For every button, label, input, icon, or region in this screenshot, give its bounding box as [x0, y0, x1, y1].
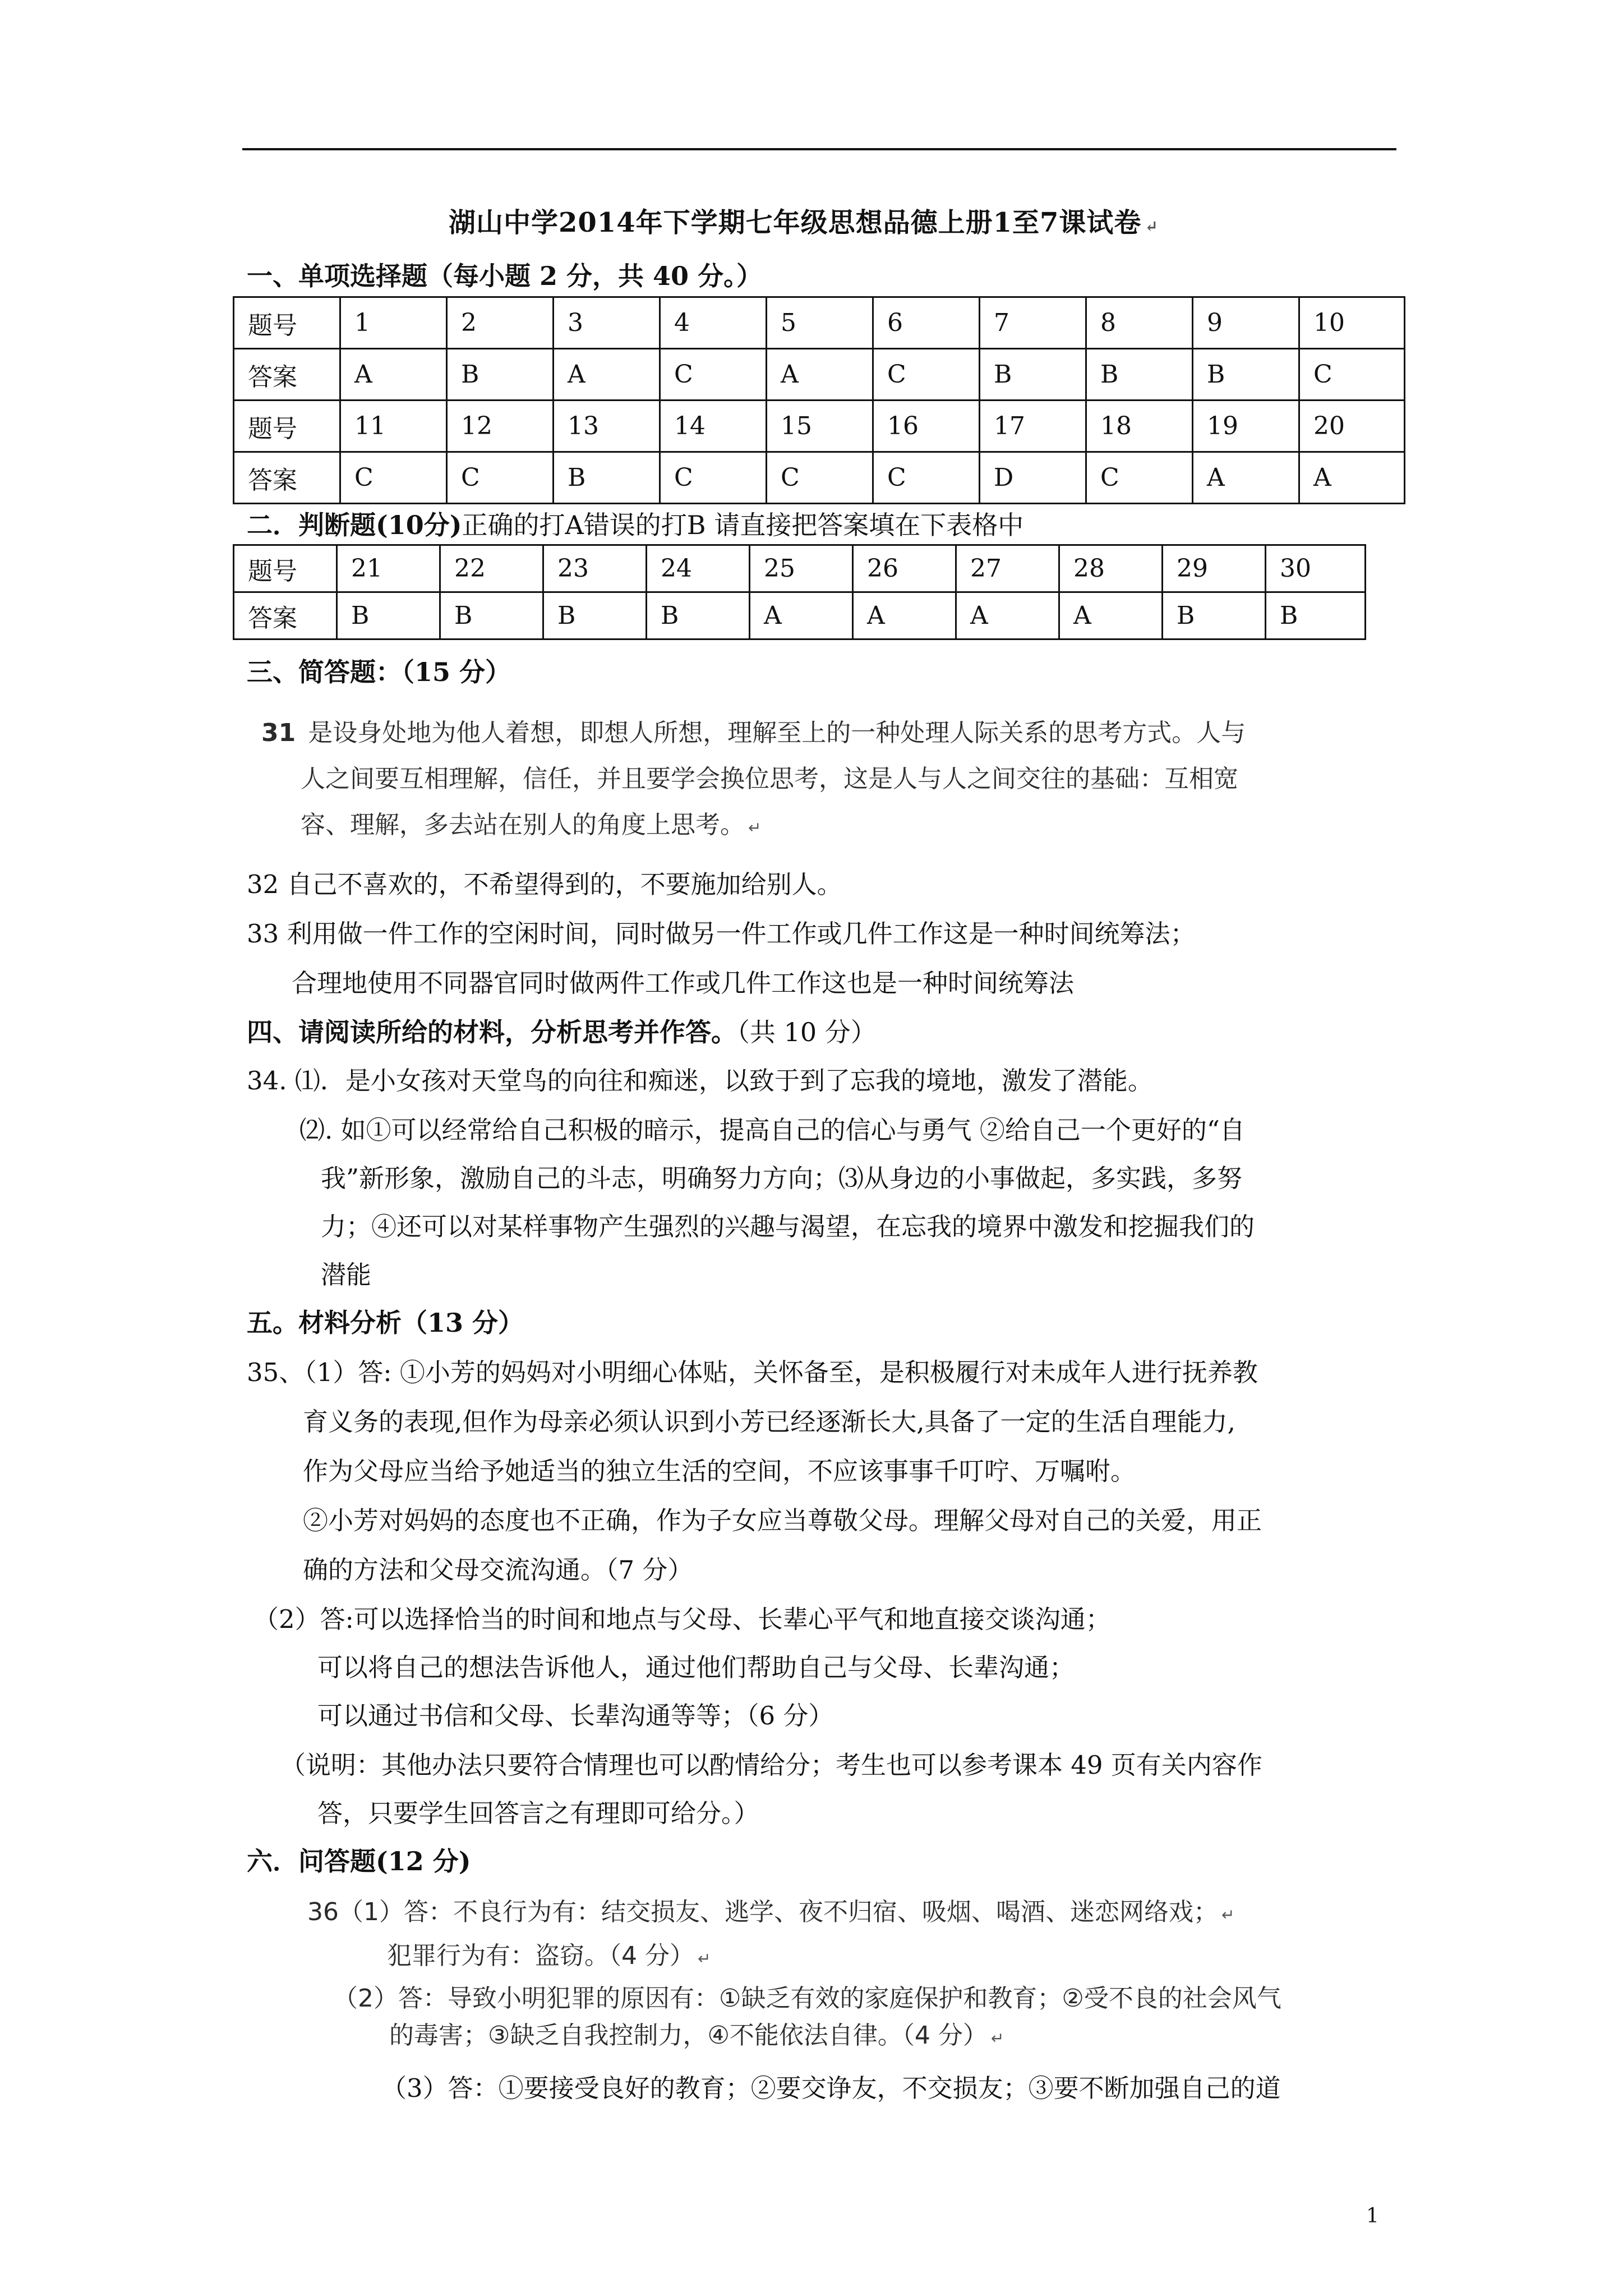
table-cell: 18 [1086, 401, 1193, 452]
table-cell: B [647, 592, 750, 639]
table-row [234, 545, 1366, 592]
q34-line-2: ⑵. 如①可以经常给自己积极的暗示，提高自己的信心与勇气 ②给自己一个更好的“自 [299, 1115, 1245, 1145]
table-cell: 答案 [234, 592, 337, 639]
q35-line-3: 作为父母应当给予她适当的独立生活的空间，不应该事事千叮咛、万嘱咐。 [303, 1456, 1136, 1486]
table-cell: 20 [1299, 401, 1405, 452]
table-cell: 7 [980, 297, 1086, 349]
table-cell: 答案 [234, 349, 340, 401]
q31-line-3: 容、理解，多去站在别人的角度上思考。 ↵ [301, 811, 762, 839]
q33-line-2: 合理地使用不同器官同时做两件工作或几件工作这也是一种时间统筹法 [292, 968, 1075, 998]
q35-line-4: ②小芳对妈妈的态度也不正确，作为子女应当尊敬父母。理解父母对自己的关爱，用正 [303, 1506, 1262, 1535]
table-cell: B [1266, 592, 1366, 639]
table-cell: 19 [1193, 401, 1299, 452]
q34-line-1: 34. ⑴．是小女孩对天堂鸟的向往和痴迷，以致于到了忘我的境地，激发了潜能。 [247, 1066, 1153, 1096]
table-cell: A [554, 349, 660, 401]
table-cell: C [873, 452, 980, 504]
table-cell: C [1299, 349, 1405, 401]
section-3-heading: 三、简答题：（15 分） [247, 657, 511, 687]
q36-text-2: 犯罪行为有：盗窃。（4 分） [387, 1941, 694, 1970]
table-cell: 12 [447, 401, 554, 452]
q31-number: 31 [261, 719, 296, 747]
table-row [234, 401, 1405, 452]
table-cell: B [337, 592, 440, 639]
q35-line-8: 可以通过书信和父母、长辈沟通等等；（6 分） [317, 1701, 834, 1731]
table-cell: C [660, 452, 767, 504]
table-cell: C [447, 452, 554, 504]
table-cell: 8 [1086, 297, 1193, 349]
q31-text-1: 是设身处地为他人着想，即想人所想，理解至上的一种处理人际关系的思考方式。人与 [308, 719, 1246, 747]
q35-line-5: 确的方法和父母交流沟通。（7 分） [303, 1555, 693, 1585]
table-cell: 题号 [234, 297, 340, 349]
table-cell: 24 [647, 545, 750, 592]
table-cell: 1 [340, 297, 447, 349]
q36-line-4: 的毒害；③缺乏自我控制力，④不能依法自律。（4 分） ↵ [389, 2021, 1004, 2050]
table-cell: 题号 [234, 545, 337, 592]
table-cell: 10 [1299, 297, 1405, 349]
q35-line-6: （2）答:可以选择恰当的时间和地点与父母、长辈心平气和地直接交谈沟通； [253, 1604, 1111, 1634]
table-cell: 26 [853, 545, 956, 592]
table-row [234, 452, 1405, 504]
table-cell: 22 [440, 545, 543, 592]
table-cell: 6 [873, 297, 980, 349]
table-cell: A [750, 592, 853, 639]
table-cell: 29 [1163, 545, 1266, 592]
table-cell: 答案 [234, 452, 340, 504]
table-cell: A [853, 592, 956, 639]
section-2-instruction: 正确的打A错误的打B 请直接把答案填在下表格中 [462, 510, 1024, 540]
table-cell: 13 [554, 401, 660, 452]
table-cell: 15 [767, 401, 873, 452]
table-cell: A [1299, 452, 1405, 504]
section-2-heading [247, 505, 1023, 542]
q31-text-3: 容、理解，多去站在别人的角度上思考。 [301, 811, 745, 839]
table-row [234, 592, 1366, 639]
answer-table-1 [233, 296, 1405, 504]
q36-text-1: 36（1）答：不良行为有：结交损友、逃学、夜不归宿、吸烟、喝酒、迷恋网络戏； [307, 1898, 1218, 1926]
table-cell: A [340, 349, 447, 401]
q35-line-1: 35、（1）答: ①小芳的妈妈对小明细心体贴，关怀备至，是积极履行对未成年人进行抚养教 [247, 1358, 1258, 1387]
top-rule [242, 148, 1396, 150]
table-cell: C [767, 452, 873, 504]
table-cell: C [340, 452, 447, 504]
q31-line-2: 人之间要互相理解，信任，并且要学会换位思考，这是人与人之间交往的基础：互相宽 [301, 765, 1238, 793]
table-cell: 题号 [234, 401, 340, 452]
table-cell: 16 [873, 401, 980, 452]
table-cell: 25 [750, 545, 853, 592]
page-number: 1 [1366, 2205, 1379, 2228]
q36-line-5: （3）答：①要接受良好的教育；②要交诤友，不交损友；③要不断加强自己的道 [381, 2073, 1281, 2103]
table-cell: 14 [660, 401, 767, 452]
section-4-points: （共 10 分） [737, 1017, 877, 1047]
table-cell: 2 [447, 297, 554, 349]
q35-line-10: 答，只要学生回答言之有理即可给分。） [317, 1798, 759, 1828]
q36-line-2: 犯罪行为有：盗窃。（4 分） ↵ [387, 1941, 711, 1970]
section-2-title: 二．判断题(10分) [247, 510, 462, 540]
table-cell: 21 [337, 545, 440, 592]
section-1-heading: 一、单项选择题（每小题 2 分，共 40 分。） [247, 261, 763, 291]
section-4-title: 四、请阅读所给的材料，分析思考并作答。 [247, 1017, 737, 1047]
table-cell: C [1086, 452, 1193, 504]
q32-line: 32 自己不喜欢的，不希望得到的，不要施加给别人。 [247, 869, 842, 899]
table-cell: C [873, 349, 980, 401]
table-cell: B [440, 592, 543, 639]
table-cell: B [1163, 592, 1266, 639]
q36-line-1: 36（1）答：不良行为有：结交损友、逃学、夜不归宿、吸烟、喝酒、迷恋网络戏； ↵ [307, 1898, 1235, 1926]
table-cell: A [1193, 452, 1299, 504]
exam-title: 湖山中学2014年下学期七年级思想品德上册1至7课试卷 ↵ [449, 207, 1159, 238]
section-6-heading: 六．问答题(12 分) [247, 1846, 471, 1876]
q36-text-4: 的毒害；③缺乏自我控制力，④不能依法自律。（4 分） [389, 2021, 988, 2050]
table-cell: 4 [660, 297, 767, 349]
table-cell: A [956, 592, 1059, 639]
q35-line-2: 育义务的表现,但作为母亲必须认识到小芳已经逐渐长大,具备了一定的生活自理能力, [303, 1407, 1235, 1437]
table-cell: A [767, 349, 873, 401]
q33-line-1: 33 利用做一件工作的空闲时间，同时做另一件工作或几件工作这是一种时间统筹法； [247, 919, 1196, 949]
table-cell: B [543, 592, 647, 639]
q35-line-7: 可以将自己的想法告诉他人，通过他们帮助自己与父母、长辈沟通； [317, 1653, 1075, 1682]
table-cell: B [1193, 349, 1299, 401]
table-row [234, 297, 1405, 349]
table-cell: D [980, 452, 1086, 504]
q36-line-3: （2）答：导致小明犯罪的原因有：①缺乏有效的家庭保护和教育；②受不良的社会风气 [333, 1984, 1281, 2013]
table-cell: B [1086, 349, 1193, 401]
table-row [234, 349, 1405, 401]
table-cell: C [660, 349, 767, 401]
table-cell: 17 [980, 401, 1086, 452]
table-cell: 23 [543, 545, 647, 592]
section-5-heading: 五。材料分析（13 分） [247, 1308, 524, 1338]
table-cell: B [447, 349, 554, 401]
table-cell: 27 [956, 545, 1059, 592]
q34-line-5: 潜能 [321, 1260, 372, 1290]
q34-line-3: 我”新形象，激励自己的斗志，明确努力方向；⑶从身边的小事做起，多实践，多努 [321, 1163, 1243, 1193]
answer-table-2 [233, 544, 1366, 640]
q35-line-9: （说明：其他办法只要符合情理也可以酌情给分；考生也可以参考课本 49 页有关内容作 [280, 1750, 1262, 1780]
table-cell: A [1059, 592, 1163, 639]
table-cell: 11 [340, 401, 447, 452]
table-cell: 9 [1193, 297, 1299, 349]
table-cell: 3 [554, 297, 660, 349]
table-cell: B [980, 349, 1086, 401]
section-4-heading [247, 1012, 877, 1049]
table-cell: 5 [767, 297, 873, 349]
table-cell: 28 [1059, 545, 1163, 592]
q34-line-4: 力；④还可以对某样事物产生强烈的兴趣与渴望，在忘我的境界中激发和挖掘我们的 [321, 1212, 1255, 1241]
table-cell: B [554, 452, 660, 504]
q31-line-1 [261, 712, 1246, 748]
table-cell: 30 [1266, 545, 1366, 592]
